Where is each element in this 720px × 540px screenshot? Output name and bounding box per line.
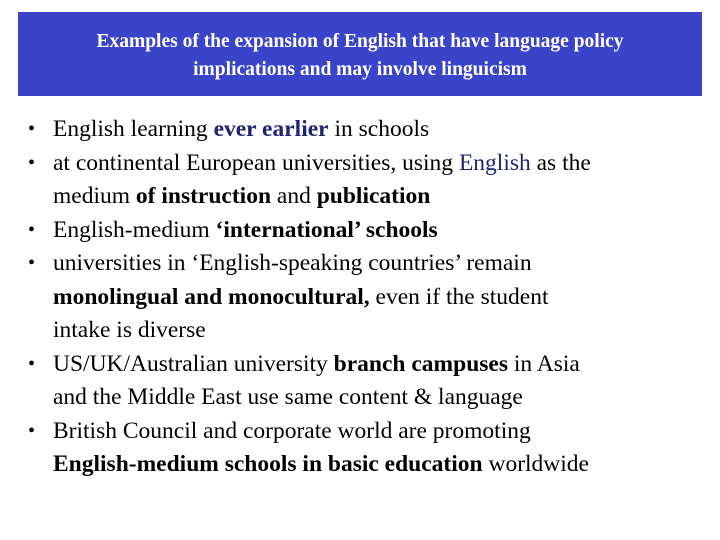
bullet-1-text-a: English learning [53,116,214,142]
bullet-6-emphasis: English-medium schools in basic education [53,451,483,477]
bullet-item-1 [28,113,708,147]
slide-title-line-2: implications and may involve linguicism [193,59,527,80]
bullet-2-text-d: and [271,183,317,209]
bullet-5-text-a: US/UK/Australian university [53,350,334,377]
bullet-2-emphasis-instruction: of instruction [135,183,272,209]
bullet-item-5 [28,348,708,415]
bullet-6-line-1: British Council and corporate world are promoting [53,417,531,444]
bullet-3-text-a: English-medium [53,216,216,243]
bullet-3-emphasis: ‘international’ schools [215,216,438,243]
bullet-2-english: English [458,149,531,176]
bullet-5-text-b: in Asia [507,350,580,377]
bullet-dot-icon: • [28,352,36,375]
bullet-1-line-1 [53,113,708,147]
bullet-item-4 [28,247,708,348]
bullet-4-text-b: even if the student [369,283,549,310]
bullet-dot-icon: • [28,419,36,442]
bullet-6-line-2 [53,448,708,482]
bullet-dot-icon: • [28,218,36,241]
bullet-1-text-b: in schools [328,116,430,142]
slide-title-box [18,12,702,96]
bullet-4-line-1: universities in ‘English-speaking countries’ remain [53,250,532,276]
bullet-4-line-3: intake is diverse [53,317,206,343]
bullet-item-3 [28,214,708,248]
bullet-5-emphasis: branch campuses [333,350,508,377]
bullet-dot-icon: • [28,118,36,140]
bullet-3-line-1 [53,214,708,248]
bullet-dot-icon: • [28,252,36,274]
bullet-item-6 [28,415,708,482]
bullet-2-text-b: as the [530,149,591,176]
slide-title-line-1: Examples of the expansion of English that have language policy [96,31,624,52]
bullet-4-emphasis: monolingual and monocultural, [53,283,370,310]
bullet-4-line-2 [53,281,708,315]
bullet-6-text-b: worldwide [482,451,589,477]
bullet-2-line-1 [53,147,708,181]
bullet-5-line-1 [53,348,708,382]
bullet-2-emphasis-publication: publication [316,183,431,209]
bullet-2-line-2 [53,180,708,214]
bullet-2-text-c: medium [53,183,136,209]
bullet-item-2 [28,147,708,214]
bullet-1-emphasis: ever earlier [213,116,329,142]
bullet-list [28,113,708,482]
bullet-dot-icon: • [28,151,36,174]
bullet-5-line-2: and the Middle East use same content & language [53,384,523,410]
bullet-2-text-a: at continental European universities, using [53,149,459,176]
